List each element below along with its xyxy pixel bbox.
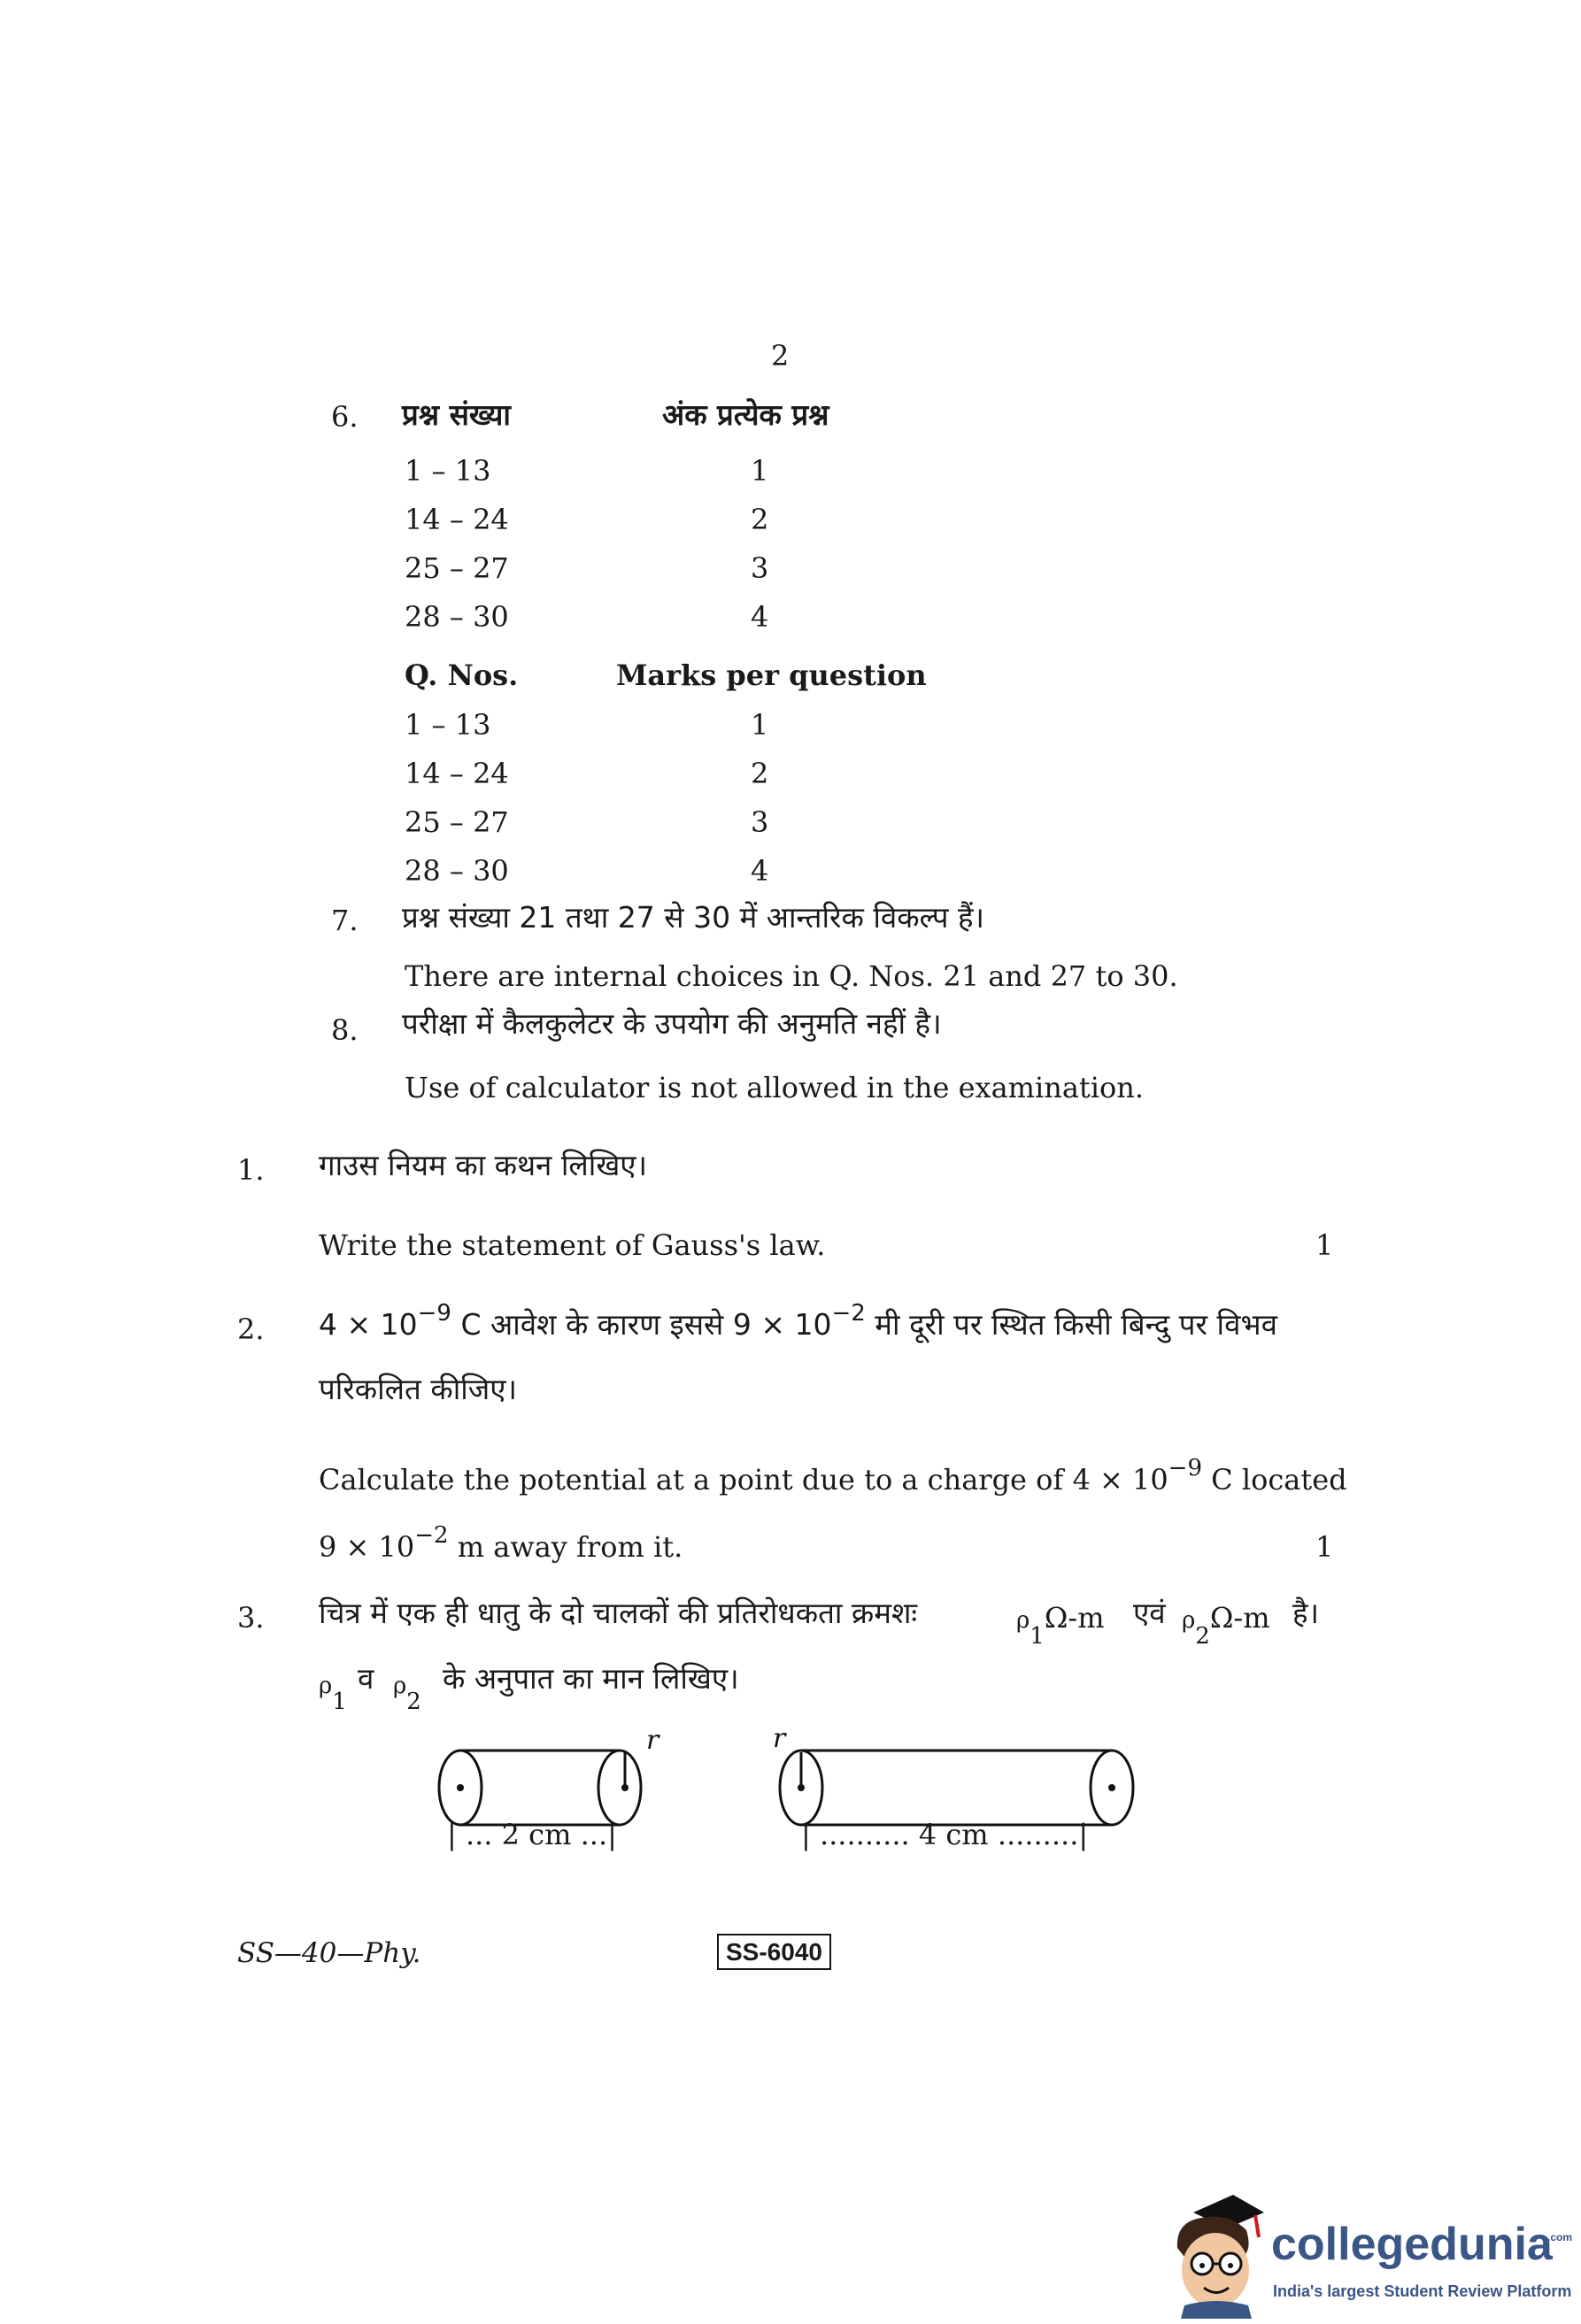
- rho-symbol: ρ: [1182, 1607, 1196, 1634]
- short-cylinder: [439, 1751, 641, 1825]
- footer-paper-code: SS—40—Phy.: [237, 1937, 421, 1969]
- instruction-8-english: Use of calculator is not allowed in the examination.: [405, 1071, 1145, 1104]
- rho-symbol: ρ: [1016, 1607, 1030, 1634]
- question-2-number: 2.: [237, 1312, 265, 1346]
- question-3-hindi-line1: [319, 1598, 917, 1628]
- dimension-label-long: | .......... 4 cm .........|: [801, 1818, 1089, 1851]
- ohm-meter-unit: Ω-m: [1209, 1601, 1270, 1635]
- dimension-label-short: | ... 2 cm ...|: [447, 1818, 617, 1851]
- cylinder-center-dot: [1108, 1784, 1115, 1791]
- question-2-english-line2: [319, 1522, 683, 1564]
- rho-symbol: ρ: [393, 1673, 407, 1699]
- q2-hindi-exponent-b: −2: [831, 1300, 866, 1327]
- q2-hindi-part-c: मी दूरी पर स्थित किसी बिन्दु पर विभव: [865, 1307, 1277, 1342]
- page-number: 2: [771, 339, 790, 373]
- q3-ratio-line: [319, 1669, 347, 1715]
- radius-label: r: [646, 1725, 659, 1756]
- q3-rho2-ratio: [393, 1669, 421, 1715]
- marks-table-hindi-row-q: 1 – 13: [405, 454, 491, 488]
- q3-rho1-expression: [1016, 1601, 1105, 1650]
- q2-hindi-part-a: 4 × 10: [319, 1307, 418, 1342]
- q2-english-line2-part-a: 9 × 10: [319, 1530, 415, 1564]
- marks-table-english-row-m: 4: [751, 854, 769, 888]
- question-2-hindi-line1: [319, 1300, 1277, 1342]
- instruction-6-number: 6.: [331, 400, 359, 434]
- q3-hindi-text: चित्र में एक ही धातु के दो चालकों की प्रतिरोधकता क्रमशः: [319, 1596, 918, 1630]
- brand-suffix: .com: [1547, 2231, 1573, 2243]
- marks-table-hindi-row-q: 14 – 24: [405, 503, 509, 536]
- footer-box-code: [717, 1936, 831, 1965]
- q2-english-line2-exponent: −2: [414, 1522, 449, 1550]
- rho-symbol: ρ: [319, 1673, 333, 1699]
- question-2-hindi-line2: परिकलित कीजिए।: [319, 1372, 518, 1406]
- question-1-marks: 1: [1315, 1228, 1334, 1262]
- question-2-marks: 1: [1315, 1530, 1334, 1564]
- q3-rho2-expression: [1182, 1601, 1270, 1650]
- q2-english-part-a: Calculate the potential at a point due to a charge of 4 × 10: [319, 1463, 1168, 1497]
- mascot-logo-icon: [1167, 2186, 1273, 2319]
- long-cylinder: [780, 1751, 1133, 1825]
- instruction-7-number: 7.: [331, 904, 359, 937]
- marks-table-hindi-row-q: 28 – 30: [405, 600, 509, 634]
- rho-subscript-1: 1: [332, 1689, 347, 1715]
- marks-table-english-row-q: 28 – 30: [405, 854, 509, 888]
- marks-table-hindi-header-m: अंक प्रत्येक प्रश्न: [662, 397, 829, 432]
- radius-label: r: [773, 1723, 786, 1754]
- question-2-english-line1: [319, 1455, 1347, 1497]
- marks-table-english-row-q: 25 – 27: [405, 805, 509, 839]
- marks-table-hindi-row-q: 25 – 27: [405, 551, 509, 585]
- rho-subscript-1: 1: [1030, 1623, 1045, 1650]
- marks-table-hindi-row-m: 4: [751, 600, 769, 634]
- marks-table-english-row-q: 14 – 24: [405, 757, 509, 790]
- instruction-8-hindi: परीक्षा में कैलकुलेटर के उपयोग की अनुमति नहीं है।: [402, 1006, 942, 1041]
- marks-table-hindi-row-m: 2: [751, 503, 769, 536]
- q2-hindi-part-b: C आवेश के कारण इससे 9 × 10: [451, 1307, 832, 1342]
- question-1-hindi: गाउस नियम का कथन लिखिए।: [319, 1148, 648, 1182]
- series-code-box: SS-6040: [717, 1934, 831, 1970]
- question-1-english: Write the statement of Gauss's law.: [319, 1228, 826, 1262]
- q2-english-exponent-a: −9: [1168, 1455, 1202, 1482]
- q3-hai-word: है।: [1292, 1596, 1320, 1630]
- instruction-7-hindi: प्रश्न संख्या 21 तथा 27 से 30 में आन्तरिक विकल्प हैं।: [402, 900, 985, 935]
- cylinder-center-dot: [621, 1784, 629, 1791]
- marks-table-english-row-q: 1 – 13: [405, 708, 491, 742]
- q3-and-word: एवं: [1133, 1596, 1166, 1630]
- q2-hindi-exponent-a: −9: [417, 1300, 451, 1327]
- q2-english-line2-part-b: m away from it.: [448, 1530, 683, 1564]
- question-1-number: 1.: [237, 1153, 265, 1187]
- instruction-8-number: 8.: [331, 1013, 359, 1047]
- marks-table-english-row-m: 3: [751, 805, 769, 839]
- marks-table-hindi-header-q: प्रश्न संख्या: [402, 397, 511, 432]
- brand-tagline: India's largest Student Review Platform: [1273, 2282, 1572, 2300]
- marks-table-hindi-row-m: 1: [751, 454, 769, 488]
- q2-english-part-b: C located: [1202, 1463, 1347, 1497]
- brand-name: collegedunia: [1271, 2219, 1553, 2270]
- marks-table-english-header-m: Marks per question: [616, 658, 927, 692]
- q3-va-word: व: [358, 1661, 374, 1696]
- marks-table-hindi-row-m: 3: [751, 551, 769, 585]
- marks-table-english-row-m: 2: [751, 757, 769, 790]
- question-3-number: 3.: [237, 1601, 265, 1635]
- collegedunia-watermark: [1167, 2186, 1574, 2319]
- marks-table-english-header-q: Q. Nos.: [405, 658, 519, 692]
- q3-hindi-line2-end: के अनुपात का मान लिखिए।: [443, 1661, 739, 1696]
- rho-subscript-2: 2: [406, 1689, 421, 1715]
- marks-table-english-row-m: 1: [751, 708, 769, 742]
- rho-subscript-2: 2: [1195, 1623, 1210, 1650]
- ohm-meter-unit: Ω-m: [1044, 1601, 1105, 1635]
- cylinder-center-dot: [798, 1784, 805, 1791]
- cylinder-center-dot: [457, 1784, 464, 1791]
- instruction-7-english: There are internal choices in Q. Nos. 21 and 27 to 30.: [405, 959, 1178, 993]
